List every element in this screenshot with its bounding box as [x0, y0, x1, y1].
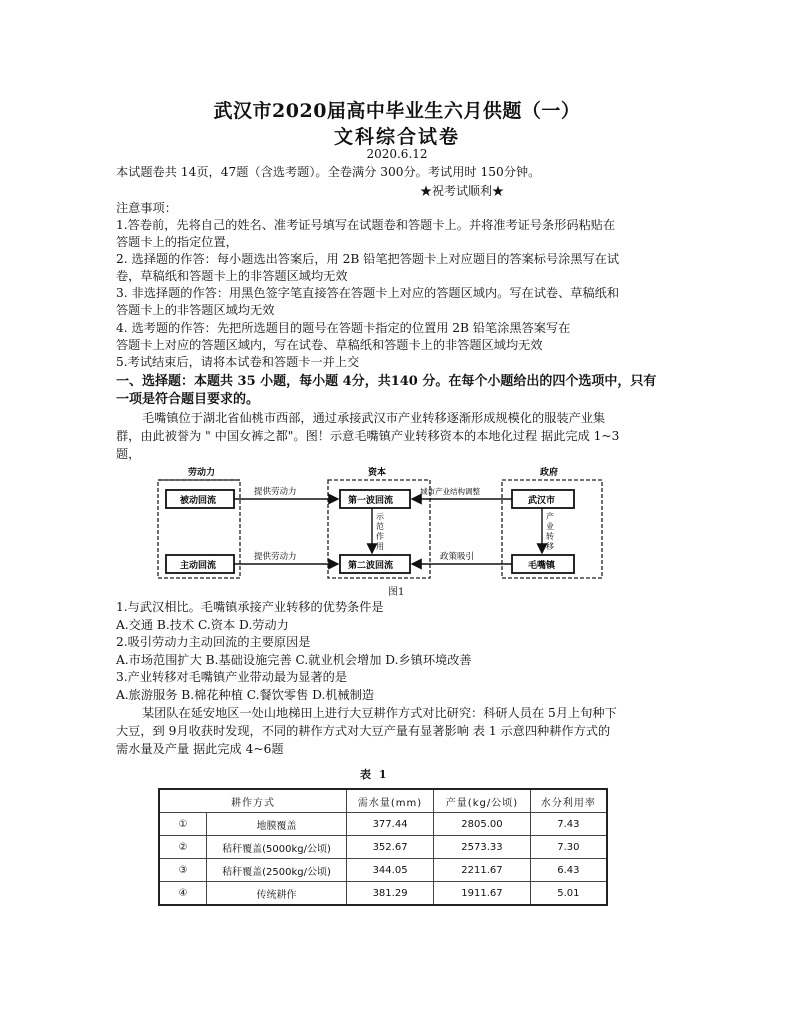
notes-title: 注意事项： [116, 201, 177, 215]
row-number: ③ [159, 859, 207, 882]
table-row [159, 882, 607, 906]
row-water: 344.05 [347, 859, 434, 882]
box-first-wave-label: 第一波回流 [348, 496, 394, 506]
row-rate: 5.01 [530, 882, 607, 906]
question-line: 1.与武汉相比。毛嘴镇承接产业转移的优势条件是 [116, 600, 384, 614]
col-header-yield: 产量(kg/公顷) [434, 789, 531, 813]
box-active-label: 主动回流 [180, 561, 217, 571]
section-heading-cont: 一项是符合题目要求的。 [116, 392, 260, 407]
row-yield: 2211.67 [434, 859, 531, 882]
question-options: A.市场范围扩大 B.基础设施完善 C.就业机会增加 D.乡镇环境改善 [116, 653, 472, 667]
exam-title: 武汉市2020届高中毕业生六月供题（一） [213, 100, 581, 122]
industry-transfer-diagram [150, 466, 640, 584]
row-yield: 2805.00 [434, 813, 531, 836]
box-wuhan-label: 武汉市 [528, 496, 556, 506]
question-line: 2.吸引劳动力主动回流的主要原因是 [116, 635, 311, 649]
row-number: ② [159, 836, 207, 859]
arrow-labor-top-label: 提供劳动力 [254, 487, 297, 497]
box-passive-label: 被动回流 [180, 496, 217, 506]
arrow-policy-label: 政策吸引 [440, 552, 475, 562]
arrow-transfer-char: 转 [546, 532, 554, 541]
section-heading: 一、选择题：本题共 35 小题，每小题 4分，共140 分。在每个小题给出的四个选项中，只有 [116, 374, 657, 389]
row-rate: 6.43 [530, 859, 607, 882]
group-label-gov: 政府 [540, 468, 559, 478]
arrow-labor-bottom-label: 提供劳动力 [254, 552, 297, 562]
row-water: 352.67 [347, 836, 434, 859]
note-line: 答题卡上的非答题区域均无效 [116, 303, 275, 317]
table-row [159, 836, 607, 859]
note-line: 2. 选择题的作答：每小题选出答案后，用 2B 铅笔把答题卡上对应题目的答案标号涂黑写在试 [116, 252, 620, 266]
row-method: 秸秆覆盖(2500kg/公顷) [207, 859, 347, 882]
passage-line: 群，由此被誉为 " 中国女裤之都"。图！示意毛嘴镇产业转移资本的本地化过程 据此完成 1~3 [116, 429, 620, 443]
note-line: 答题卡上的指定位置， [116, 235, 238, 249]
exam-date: 2020.6.12 [366, 147, 428, 161]
row-number: ① [159, 813, 207, 836]
question-options: A.交通 B.技术 C.资本 D.劳动力 [116, 618, 289, 632]
note-line: 1.答卷前，先将自己的姓名、准考证号填写在试题卷和答题卡上。并将准考证号条形码粘贴在 [116, 218, 616, 232]
arrow-demo-char: 作 [376, 532, 384, 541]
group-label-labor: 劳动力 [188, 468, 216, 478]
note-line: 5.考试结束后，请将本试卷和答题卡一并上交 [116, 355, 360, 369]
passage-line: 题， [116, 447, 141, 461]
row-yield: 2573.33 [434, 836, 531, 859]
note-line: 卷，草稿纸和答题卡上的非答题区域均无效 [116, 269, 348, 283]
arrow-transfer-char: 产 [546, 512, 554, 521]
col-header-water: 需水量(mm) [347, 789, 434, 813]
question-options: A.旅游服务 B.棉花种植 C.餐饮零售 D.机械制造 [116, 688, 375, 702]
exam-info: 本试题卷共 14页，47题（含选考题）。全卷满分 300分。考试用时 150分钟。 [116, 165, 541, 179]
note-line: 答题卡上对应的答题区域内，写在试卷、草稿纸和答题卡上的非答题区域均无效 [116, 338, 543, 352]
box-maozui-label: 毛嘴镇 [528, 561, 556, 571]
exam-subtitle: 文科综合试卷 [333, 126, 460, 148]
table-title: 表 1 [360, 768, 389, 781]
arrow-transfer-char: 移 [546, 542, 554, 551]
good-luck-text: ★祝考试顺利★ [420, 184, 505, 198]
passage-line: 需水量及产量 据此完成 4~6题 [116, 742, 284, 756]
question-line: 3.产业转移对毛嘴镇产业带动最为显著的是 [116, 670, 348, 684]
arrow-demo-char: 示 [376, 512, 384, 521]
col-header-method: 耕作方式 [159, 789, 347, 813]
group-label-capital: 资本 [368, 468, 387, 478]
arrow-transfer-char: 业 [546, 522, 554, 531]
row-number: ④ [159, 882, 207, 906]
row-method: 地膜覆盖 [207, 813, 347, 836]
table-row [159, 813, 607, 836]
row-rate: 7.43 [530, 813, 607, 836]
arrow-demo-char: 用 [376, 542, 384, 551]
figure-caption: 图1 [388, 587, 405, 598]
row-water: 377.44 [347, 813, 434, 836]
row-rate: 7.30 [530, 836, 607, 859]
row-method: 秸秆覆盖(5000kg/公顷) [207, 836, 347, 859]
row-yield: 1911.67 [434, 882, 531, 906]
arrow-demo-char: 范 [376, 522, 384, 531]
note-line: 3. 非选择题的作答：用黑色签字笔直接答在答题卡上对应的答题区域内。写在试卷、草稿纸和 [116, 286, 620, 300]
passage-line: 毛嘴镇位于湖北省仙桃市西部，通过承接武汉市产业转移逐渐形成规模化的服装产业集 [142, 411, 606, 425]
table-header-row [159, 789, 607, 813]
row-water: 381.29 [347, 882, 434, 906]
col-header-rate: 水分利用率 [530, 789, 607, 813]
table-row [159, 859, 607, 882]
soybean-tillage-table [158, 788, 608, 906]
arrow-adjust-label: 城市产业结构调整 [420, 487, 480, 496]
passage-line: 大豆，到 9月收获时发现，不同的耕作方式对大豆产量有显著影响 表 1 示意四种耕作方式的 [116, 724, 611, 738]
box-second-wave-label: 第二波回流 [348, 561, 394, 571]
row-method: 传统耕作 [207, 882, 347, 906]
note-line: 4. 选考题的作答：先把所选题目的题号在答题卡指定的位置用 2B 铅笔涂黑答案写在 [116, 321, 571, 335]
passage-line: 某团队在延安地区一处山地梯田上进行大豆耕作方式对比研究：科研人员在 5月上旬种下 [142, 706, 617, 720]
